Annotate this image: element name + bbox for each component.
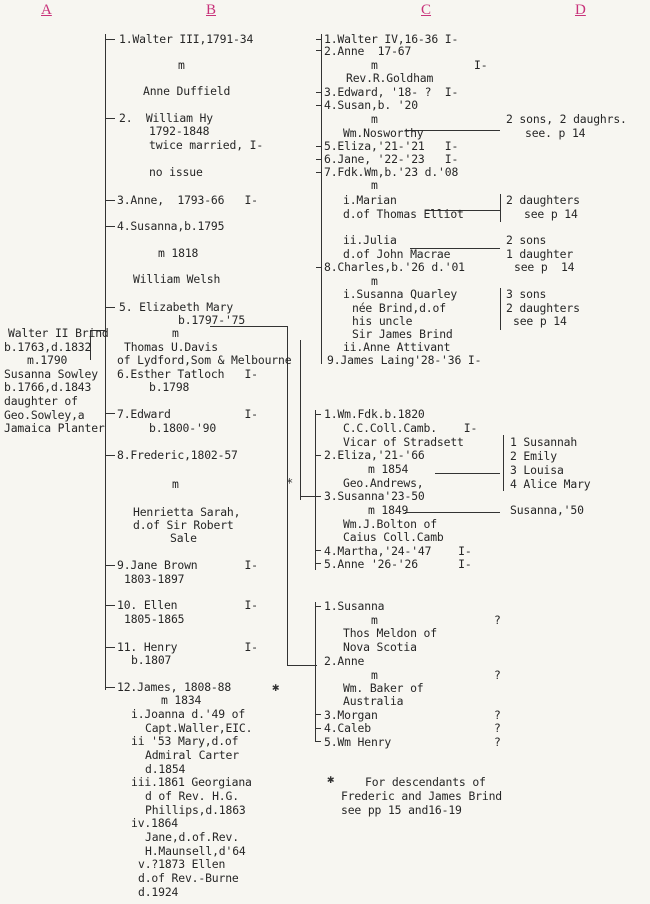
ref-marian: see p 14	[524, 207, 578, 221]
footnote-line-1: For descendants of	[365, 775, 486, 789]
spouse-anne-duffield: Anne Duffield	[143, 84, 231, 98]
spouse-davis-place: of Lydford,Som & Melbourne	[117, 353, 292, 367]
child-b-7: 7.Edward I-	[117, 407, 258, 421]
spouse-geo-andrews: Geo.Andrews,	[343, 476, 424, 490]
grandchild-edward-5: 5.Anne '26-'26 I-	[324, 557, 472, 571]
spouse-william-welsh: William Welsh	[133, 272, 221, 286]
spouse-meldon-place: Nova Scotia	[343, 640, 417, 654]
tree-tick-c5	[316, 146, 322, 147]
bar-susanna-q	[500, 288, 501, 330]
dates-b-5: b.1797-'75	[178, 313, 246, 327]
issue-andrews-4: 4 Alice Mary	[510, 477, 591, 491]
ref-julia: see p 14	[514, 260, 575, 274]
child-b-10: 10. Ellen I-	[117, 598, 258, 612]
spouse-bolton: Wm.J.Bolton of	[343, 517, 437, 531]
footnote-mark: ✱	[327, 772, 335, 786]
issue-julia-sons: 2 sons	[506, 233, 547, 247]
ref-nosworthy: see. p 14	[525, 126, 586, 140]
dates-walter-ii: b.1763,d.1832	[4, 340, 92, 354]
rule-bolton	[405, 512, 500, 513]
tree-line-b-main	[105, 34, 106, 690]
tree-tick-c2	[316, 50, 322, 51]
issue-julia-daughter: 1 daughter	[506, 247, 574, 261]
grandchild-c-9: 9.James Laing'28-'36 I-	[327, 353, 482, 367]
spouse-susanna-quarley-nee: née Brind,d.of	[352, 301, 446, 315]
tree-tick-c3	[316, 92, 322, 93]
footnote-mark-james: ✱	[272, 680, 280, 694]
wife-iii-father: d of Rev. H.G.	[145, 789, 239, 803]
spouse-susanna-quarley-sir: Sir James Brind	[352, 327, 453, 341]
note-daughter-of: daughter of	[4, 394, 78, 408]
issue-andrews-2: 2 Emily	[510, 449, 557, 463]
grandchild-edward-1-college: C.C.Coll.Camb. I-	[343, 421, 478, 435]
tree-tick-c8	[316, 267, 322, 268]
marriage-m-8: m	[172, 477, 179, 491]
marriage-c-7: m	[371, 178, 378, 192]
child-b-2: 2. William Hy	[119, 111, 213, 125]
spouse-thomas-davis: Thomas U.Davis	[124, 340, 218, 354]
column-letter-c: C	[421, 2, 432, 18]
spouse-baker: Wm. Baker of	[343, 681, 424, 695]
marriage-c-2: m	[371, 58, 378, 72]
column-letter-d: D	[575, 2, 586, 18]
spouse-susanna-quarley-uncle: his uncle	[352, 314, 413, 328]
wife-iii-death: Phillips,d.1863	[145, 803, 246, 817]
grandchild-c-5: 5.Eliza,'21-'21 I-	[324, 139, 459, 153]
marriage-c-4: m	[371, 112, 378, 126]
marriage-lower-1: m	[371, 613, 378, 627]
tree-tick-b9	[105, 565, 115, 566]
spouse-baker-place: Australia	[343, 694, 404, 708]
person-susanna-sowley: Susanna Sowley	[4, 367, 98, 381]
note-jamaica-planter: Jamaica Planter	[4, 421, 105, 435]
grandchild-edward-3: 3.Susanna'23-50	[324, 489, 425, 503]
grandchild-lower-3: 3.Morgan	[324, 708, 378, 722]
spouse-susanna-quarley: i.Susanna Quarley	[343, 287, 458, 301]
wife-ii-mary: ii '53 Mary,d.of	[131, 734, 239, 748]
rule-andrews	[435, 473, 500, 474]
child-b-4: 4.Susanna,b.1795	[117, 219, 225, 233]
spouse-meldon: Thos Meldon of	[343, 626, 437, 640]
marriage-1854: m 1854	[368, 462, 409, 476]
wife-iv-jane: Jane,d.of.Rev.	[145, 830, 239, 844]
marriage-1849: m 1849	[368, 503, 409, 517]
tree-tick-c-m4	[315, 550, 321, 551]
footnote-line-2: Frederic and James Brind	[341, 789, 502, 803]
marriage-1834: m 1834	[161, 693, 202, 707]
grandchild-c-6: 6.Jane, '22-'23 I-	[324, 152, 459, 166]
grandchild-lower-1: 1.Susanna	[324, 599, 385, 613]
wife-v-death: d.1924	[138, 885, 179, 899]
issue-marian: 2 daughters	[506, 193, 580, 207]
grandchild-c-2: 2.Anne 17-67	[324, 44, 412, 58]
tree-tick-c6	[316, 159, 322, 160]
tree-line-c-middle	[300, 340, 301, 500]
note-no-issue: no issue	[149, 165, 203, 179]
column-letter-b: B	[206, 2, 217, 18]
dates-b-7: b.1800-'90	[149, 421, 217, 435]
bar-marian	[500, 194, 501, 222]
grandchild-c-3: 3.Edward, '18- ? I-	[324, 85, 459, 99]
wife-v-father: d.of Rev.-Burne	[138, 871, 239, 885]
spouse-marian: i.Marian	[343, 193, 397, 207]
dates-b-10: 1805-1865	[124, 612, 185, 626]
person-walter-ii: Walter II Brind	[8, 326, 109, 340]
tree-tick-c-l5	[315, 741, 321, 742]
wife-i-joanna: i.Joanna d.'49 of	[131, 707, 246, 721]
asterisk-mark: *	[286, 476, 294, 490]
grandchild-edward-4: 4.Martha,'24-'47 I-	[324, 544, 472, 558]
wife-i-father: Capt.Waller,EIC.	[145, 721, 253, 735]
issue-andrews-1: 1 Susannah	[510, 435, 578, 449]
wife-iv-father: H.Maunsell,d'64	[145, 844, 246, 858]
grandchild-edward-1: 1.Wm.Fdk.b.1820	[324, 407, 425, 421]
tree-tick-b3	[105, 200, 115, 201]
wife-ii-death: d.1854	[145, 762, 186, 776]
spouse-julia: ii.Julia	[343, 233, 397, 247]
footnote-line-3: see pp 15 and16-19	[341, 803, 462, 817]
grandchild-c-4: 4.Susan,b. '20	[324, 98, 418, 112]
marriage-m-5: m	[172, 326, 179, 340]
tree-tick-b12	[105, 687, 115, 688]
tree-tick-c-m2	[315, 455, 321, 456]
tree-line-c-wm	[315, 410, 316, 570]
column-letter-a: A	[41, 2, 52, 18]
wife-iv-year: iv.1864	[131, 816, 178, 830]
issue-c-2: I-	[474, 58, 488, 72]
marriage-lower-2: m	[371, 668, 378, 682]
issue-bolton: Susanna,'50	[510, 503, 584, 517]
tree-line-c-upper	[321, 34, 322, 364]
tree-tick-c-m5	[315, 563, 321, 564]
dates-b-11: b.1807	[131, 653, 172, 667]
child-b-1: 1.Walter III,1791-34	[119, 32, 254, 46]
tree-tick-c-l1	[315, 606, 321, 607]
marriage-c-8: m	[371, 274, 378, 288]
grandchild-edward-2: 2.Eliza,'21-'66	[324, 448, 425, 462]
child-b-9: 9.Jane Brown I-	[117, 558, 258, 572]
tree-tick-b1	[105, 39, 115, 40]
tree-tick-b11	[105, 647, 115, 648]
issue-quarley-sons: 3 sons	[506, 287, 547, 301]
marriage-1790: m.1790	[27, 353, 68, 367]
spouse-henrietta-sale: Sale	[170, 531, 197, 545]
wife-iii-georgiana: iii.1861 Georgiana	[131, 775, 252, 789]
wife-v-ellen: v.?1873 Ellen	[138, 857, 226, 871]
spouse-henrietta: Henrietta Sarah,	[133, 505, 241, 519]
spouse-henrietta-father: d.of Sir Robert	[133, 518, 234, 532]
tree-tick-b2	[105, 118, 115, 119]
dates-b-2: 1792-1848	[149, 124, 210, 138]
issue-lower-2: ?	[494, 668, 501, 682]
child-b-11: 11. Henry I-	[117, 640, 258, 654]
note-geo-sowley: Geo.Sowley,a	[4, 408, 85, 422]
tree-tick-c-l4	[315, 728, 321, 729]
tree-line-davis-down	[287, 326, 288, 666]
tree-tick-c4	[316, 105, 322, 106]
grandchild-lower-4: 4.Caleb	[324, 721, 371, 735]
tree-tick-c7	[316, 172, 322, 173]
marriage-m: m	[178, 58, 185, 72]
bar-andrews	[503, 435, 504, 491]
dates-b-9: 1803-1897	[124, 572, 185, 586]
note-b-2: twice married, I-	[149, 138, 264, 152]
spouse-marian-father: d.of Thomas Elliot	[343, 207, 464, 221]
issue-nosworthy: 2 sons, 2 daughrs.	[506, 112, 627, 126]
child-b-5: 5. Elizabeth Mary	[119, 300, 234, 314]
issue-lower-3: ?	[494, 708, 501, 722]
tree-tick-b8	[105, 455, 115, 456]
grandchild-c-8: 8.Charles,b.'26 d.'01	[324, 260, 465, 274]
tree-tick-b4	[105, 226, 115, 227]
issue-quarley-daughters: 2 daughters	[506, 301, 580, 315]
ref-quarley: see p 14	[513, 314, 567, 328]
issue-lower-4: ?	[494, 721, 501, 735]
tree-tick-c1	[316, 39, 322, 40]
marriage-1818: m 1818	[158, 246, 199, 260]
issue-andrews-3: 3 Louisa	[510, 463, 564, 477]
spouse-bolton-college: Caius Coll.Camb	[343, 530, 444, 544]
child-b-6: 6.Esther Tatloch I-	[117, 367, 258, 381]
tree-tick-c-m3	[300, 496, 321, 497]
spouse-anne-attivant: ii.Anne Attivant	[343, 340, 451, 354]
dates-b-6: b.1798	[149, 380, 190, 394]
issue-lower-1: ?	[494, 613, 501, 627]
grandchild-c-1: 1.Walter IV,16-36 I-	[324, 32, 459, 46]
spouse-julia-father: d.of John Macrae	[343, 247, 451, 261]
spouse-nosworthy: Wm.Nosworthy	[343, 126, 424, 140]
tree-tick-b10	[105, 605, 115, 606]
wife-ii-father: Admiral Carter	[145, 748, 239, 762]
tree-tick-b5	[105, 307, 115, 308]
spouse-goldham: Rev.R.Goldham	[346, 71, 434, 85]
issue-lower-5: ?	[494, 735, 501, 749]
child-b-3: 3.Anne, 1793-66 I-	[117, 193, 258, 207]
child-b-8: 8.Frederic,1802-57	[117, 448, 238, 462]
tree-line-c-lower	[315, 602, 316, 742]
tree-line-davis-bottom	[287, 665, 317, 666]
tree-tick-b7	[105, 413, 115, 414]
grandchild-lower-2: 2.Anne	[324, 654, 365, 668]
tree-tick-c-l3	[315, 714, 321, 715]
child-b-12: 12.James, 1808-88	[117, 680, 232, 694]
grandchild-c-7: 7.Fdk.Wm,b.'23 d.'08	[324, 165, 459, 179]
dates-susanna-sowley: b.1766,d.1843	[4, 380, 92, 394]
tree-tick-c-m1	[315, 414, 321, 415]
grandchild-edward-1-vicar: Vicar of Stradsett	[343, 435, 464, 449]
grandchild-lower-5: 5.Wm Henry	[324, 735, 392, 749]
